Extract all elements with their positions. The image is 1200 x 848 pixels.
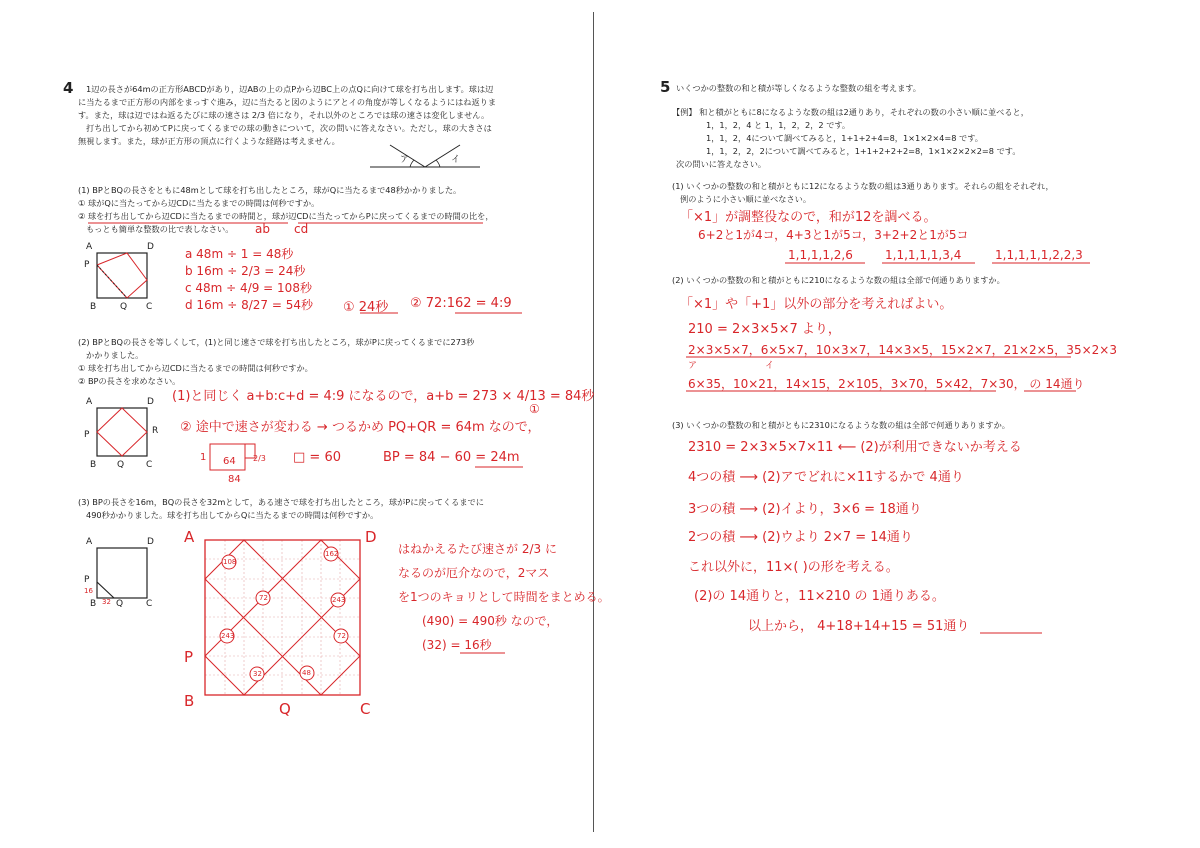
q5-p2-line: (2) いくつかの整数の和と積がともに210になるような数の組は全部で何通りありますか。 [672, 275, 1005, 285]
q5-p2-mark-a: ア [688, 361, 698, 371]
grid-label-A: A [184, 528, 195, 546]
grid-num-32: 32 [253, 670, 262, 678]
q4-p3-note-4: (490) = 490秒 なので， [422, 614, 559, 628]
q5-p1-line2: 6+2と1が4コ，4+3と1が5コ，3+2+2と1が5コ [698, 228, 969, 242]
box-label-84: 84 [228, 474, 241, 485]
grid-label-B: B [184, 692, 195, 710]
q5-p1-note: 「×1」が調整役なので，和が12を調べる。 [680, 210, 937, 225]
d3-label-A: A [86, 537, 93, 547]
d2-label-P: P [84, 430, 90, 440]
q4-p2-bp: BP = 84 − 60 = 24m [383, 450, 520, 465]
q4-p1-line-2: ① 球がQに当たってから辺CDに当たるまでの時間は何秒ですか。 [78, 198, 320, 208]
grid-num-48: 48 [302, 669, 311, 677]
q5-example-3: 1，1，2，4について調べてみると，1+1+2+4=8，1×1×2×4=8 です。 [706, 133, 983, 143]
q4-calc-b: b 16m ÷ 2/3 = 24秒 [185, 264, 306, 278]
d3-label-Q: Q [116, 599, 124, 609]
diagram-2-square [92, 405, 152, 459]
d1-label-C: C [146, 302, 153, 312]
q5-p3-line: (3) いくつかの整数の和と積がともに2310になるような数の組は全部で何通りありますか。 [672, 420, 1010, 430]
q4-p2-note-1: (1)と同じく a+b:c+d = 4:9 になるので，a+b = 273 × 4/13 = 84秒 [172, 389, 595, 404]
q4-intro-line-3: す。また，球は辺ではね返るたびに球の速さは 2/3 倍になり，それ以外のところでは球の速さは変化しません。 [78, 110, 490, 120]
q5-p3-note-4: 2つの積 ⟶ (2)ウより 2×7 = 14通り [688, 530, 913, 545]
q4-p2-square-60: □ = 60 [293, 450, 341, 465]
d2-label-B: B [90, 460, 97, 470]
q4-p1-label-ab: ab [255, 222, 270, 236]
diagram-3-square [92, 545, 152, 601]
grid-label-P: P [184, 648, 194, 666]
q4-p3-note-1: はねかえるたび速さが 2/3 に [398, 542, 557, 556]
q5-p1-answer-3: 1,1,1,1,1,2,2,3 [995, 248, 1083, 262]
q5-p1-answer-2: 1,1,1,1,1,3,4 [885, 248, 962, 262]
d1-label-B: B [90, 302, 97, 312]
q4-p3-line-2: 490秒かかりました。球を打ち出してからQに当たるまでの時間は何秒ですか。 [86, 510, 379, 520]
box-label-1: 1 [200, 452, 207, 463]
q4-p3-line-1: (3) BPの長さを16m，BQの長さを32mとして，ある速さで球を打ち出したところ，球がPに戻ってくるまでに [78, 497, 484, 507]
d2-label-C: C [146, 460, 153, 470]
d1-label-D: D [147, 242, 154, 252]
q4-intro-line-1: 1辺の長さが64mの正方形ABCDがあり，辺ABの上の点Pから辺BC上の点Qに向けて球を打ち出します。球は辺 [86, 84, 494, 94]
q4-p2-bp-underline [475, 466, 530, 471]
question-4-number: 4 [63, 79, 74, 97]
d3-label-B: B [90, 599, 97, 609]
q4-calc-c: c 48m ÷ 4/9 = 108秒 [185, 281, 312, 295]
q5-p2-list-2: 6×35，10×21，14×15，2×105，3×70，5×42，7×30， の 14通り [688, 377, 1085, 391]
q4-p1-answer-2: ② 72:162 = 4:9 [410, 296, 512, 311]
q5-p2-list-1-underline [686, 356, 1076, 361]
q5-p2-list-1: 2×3×5×7，6×5×7，10×3×7，14×3×5，15×2×7，21×2×5，35×2×3 [688, 343, 1117, 357]
q5-intro: いくつかの整数の和と積が等しくなるような整数の組を考えます。 [676, 83, 921, 93]
q4-p1-line-1: (1) BPとBQの長さをともに48mとして球を打ち出したところ，球がQに当たるまで48秒かかりました。 [78, 185, 462, 195]
grid-label-Q: Q [279, 700, 291, 718]
d3-label-P: P [84, 575, 90, 585]
q4-intro-line-5: 無視します。また，球が正方形の頂点に行くような経路は考えません。 [78, 136, 340, 146]
d2-label-Q: Q [117, 460, 125, 470]
grid-label-C: C [360, 700, 371, 718]
d1-label-P: P [84, 260, 90, 270]
q4-p2-line-2: かかりました。 [86, 350, 144, 360]
q4-intro-line-2: に当たるまで正方形の内部をまっすぐ進み，辺に当たると図のようにアとイの角度が等しくなるようにはね返りま [78, 97, 497, 107]
grid-num-72-a: 72 [259, 594, 268, 602]
q4-p2-note-1-mark: ① [529, 402, 540, 416]
q4-calc-a: a 48m ÷ 1 = 48秒 [185, 247, 294, 261]
q4-p1-answer-1: ① 24秒 [343, 300, 389, 315]
q4-p3-note-2: なるのが厄介なので，2マス [398, 566, 550, 580]
q5-p3-note-2: 4つの積 ⟶ (2)アでどれに×11するかで 4通り [688, 470, 964, 485]
grid-label-D: D [365, 528, 377, 546]
q4-p3-note-3: を1つのキョリとして時間をまとめる。 [398, 590, 610, 604]
d3-label-D: D [147, 537, 154, 547]
d2-label-A: A [86, 397, 93, 407]
grid-num-243-a: 243 [332, 596, 346, 604]
d3-label-16: 16 [84, 587, 93, 595]
q4-p1-label-cd: cd [294, 222, 309, 236]
diagram-1-square [92, 250, 152, 300]
d1-label-Q: Q [120, 302, 128, 312]
q4-p2-line-4: ② BPの長さを求めなさい。 [78, 376, 181, 386]
grid-num-72-b: 72 [337, 632, 346, 640]
q5-example-2: 1，1，2，4 と 1，1，2，2，2 です。 [706, 120, 851, 130]
q5-p2-note-2: 210 = 2×3×5×7 より， [688, 322, 841, 337]
q5-p1-line-2: 例のように小さい順に並べなさい。 [680, 194, 812, 204]
grid-num-162: 162 [325, 550, 339, 558]
page-divider [593, 12, 594, 832]
box-label-64: 64 [223, 456, 236, 467]
q5-p3-note-7: 以上から， 4+18+14+15 = 51通り [748, 619, 970, 634]
q5-p2-note-1: 「×1」や「+1」以外の部分を考えればよい。 [680, 297, 953, 312]
angle-a-label: ア [400, 155, 410, 165]
q5-example-4: 1，1，2，2，2について調べてみると，1+1+2+2+2=8，1×1×2×2×2=8 です。 [706, 146, 1021, 156]
d3-label-32: 32 [102, 598, 111, 606]
reflection-diagram [370, 140, 480, 180]
q5-p3-answer-underline [980, 632, 1050, 637]
q4-intro-line-4: 打ち出してから初めてPに戻ってくるまでの球の動きについて，次の問いに答えなさい。ただし，球の大きさは [86, 123, 492, 133]
d1-label-A: A [86, 242, 93, 252]
q4-p1-underline [88, 222, 488, 230]
q5-p1-answer-underline [785, 262, 1095, 267]
q5-example-5: 次の問いに答えなさい。 [676, 159, 767, 169]
q4-p2-note-2: ② 途中で速さが変わる → つるかめ PQ+QR = 64m なので， [180, 420, 541, 435]
box-label-2-3: 2/3 [253, 454, 266, 463]
q5-p2-list-2-underline [686, 390, 1086, 395]
q5-p3-note-5: これ以外に，11×( )の形を考える。 [688, 560, 899, 575]
q4-p3-answer-underline [460, 652, 510, 657]
q4-p3-note-5: (32) = 16秒 [422, 638, 492, 652]
q4-p2-line-3: ① 球を打ち出してから辺CDに当たるまでの時間は何秒ですか。 [78, 363, 313, 373]
q5-example-1: 【例】 和と積がともに8になるような数の組は2通りあり，それぞれの数の小さい順に並べると， [672, 107, 1029, 117]
d2-label-D: D [147, 397, 154, 407]
q5-p3-note-1: 2310 = 2×3×5×7×11 ⟵ (2)が利用できないか考える [688, 440, 1022, 455]
q4-p1-line-3: ② 球を打ち出してから辺CDに当たるまでの時間と，球が辺CDに当たってからPに戻ってくるまでの時間の比を， [78, 211, 494, 221]
q4-p1-answer-underline [360, 312, 530, 318]
q4-calc-d: d 16m ÷ 8/27 = 54秒 [185, 298, 313, 312]
q5-p3-note-3: 3つの積 ⟶ (2)イより，3×6 = 18通り [688, 502, 922, 517]
angle-i-label: イ [451, 155, 461, 165]
question-5-number: 5 [660, 78, 671, 96]
q5-p1-answer-1: 1,1,1,1,2,6 [788, 248, 853, 262]
q5-p2-mark-i: イ [765, 361, 775, 371]
d3-label-C: C [146, 599, 153, 609]
q5-p1-line-1: (1) いくつかの整数の和と積がともに12になるような数の組は3通りあります。それらの組をそれぞれ， [672, 181, 1054, 191]
q4-p2-line-1: (2) BPとBQの長さを等しくして，(1)と同じ速さで球を打ち出したところ，球がPに戻ってくるまでに273秒 [78, 337, 475, 347]
d2-label-R: R [152, 426, 159, 436]
q4-p1-line-4: もっとも簡単な整数の比で表しなさい。 [86, 224, 234, 234]
grid-num-243-b: 243 [221, 632, 235, 640]
grid-num-108: 108 [223, 558, 237, 566]
q5-p3-note-6: (2)の 14通りと，11×210 の 1通りある。 [694, 589, 945, 604]
